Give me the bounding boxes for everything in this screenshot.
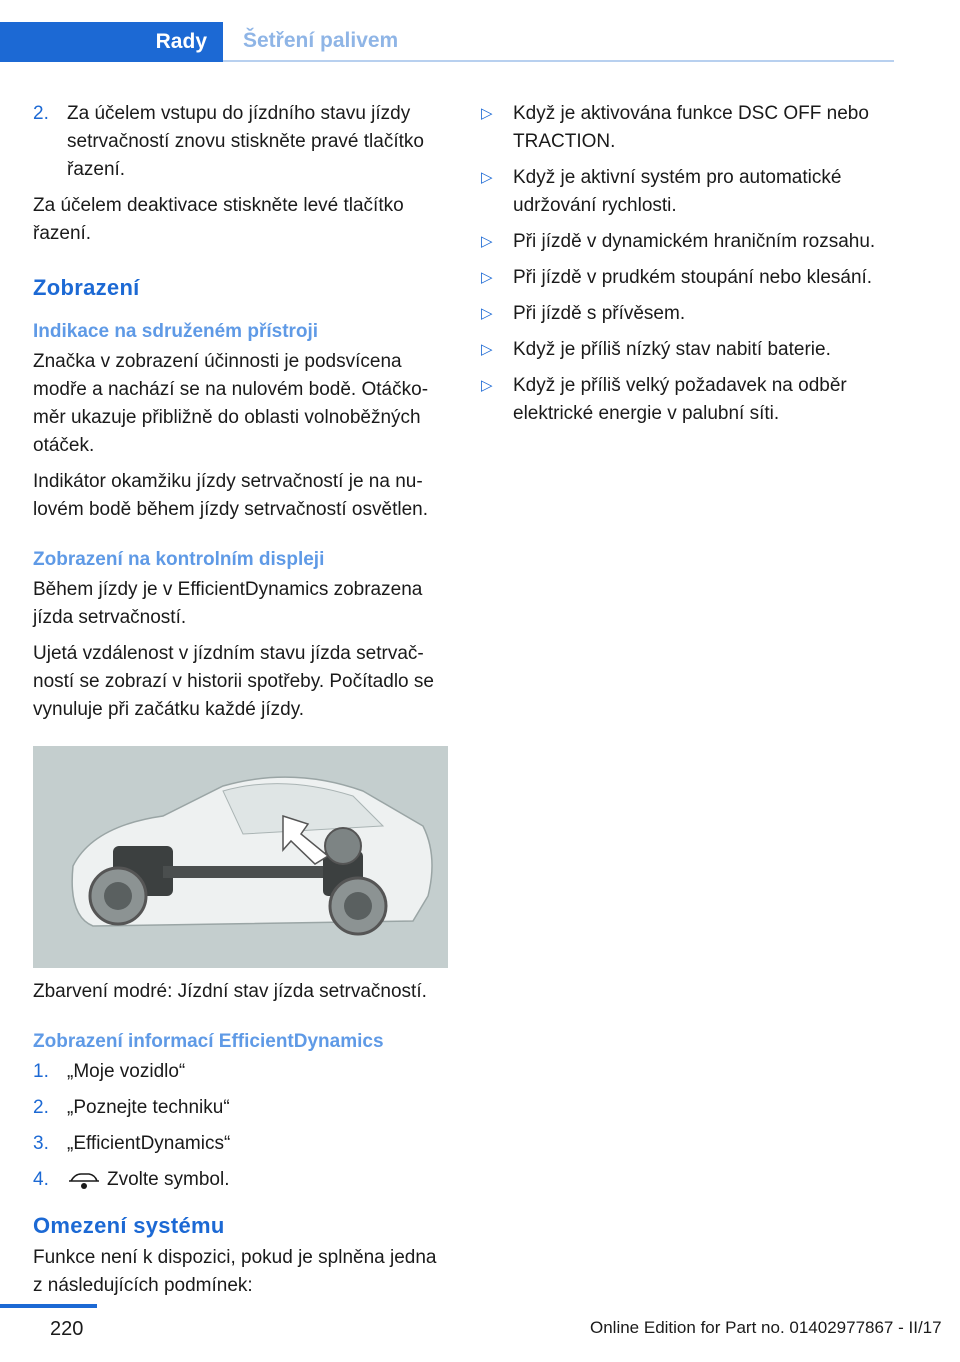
list-item	[481, 336, 901, 364]
figure-caption: Zbarvení modré: Jízdní stav jízda setrvačností.	[33, 981, 427, 1002]
step-number: 3.	[33, 1133, 49, 1154]
bullet-text: Když je příliš nízký stav nabití baterie.	[513, 339, 831, 360]
step-2	[33, 100, 448, 184]
car-drivetrain-image	[33, 746, 448, 968]
step-number: 2.	[33, 103, 49, 124]
paragraph-omezeni: Funkce není k dispozici, pokud je splněna jedna z následujících podmínek:	[33, 1247, 437, 1296]
tab-setreni-palivem[interactable]: Šetření palivem	[223, 22, 894, 62]
tab-rady[interactable]: Rady	[0, 22, 223, 62]
list-item	[481, 164, 901, 220]
bullet-text: Když je příliš velký požadavek na odběr elektrické energie v palubní síti.	[513, 375, 847, 424]
step-text: Za účelem vstupu do jízdního stavu jízdy setrvačností znovu stiskněte pravé tlačítko řazení.	[67, 103, 424, 180]
list-item	[33, 1094, 448, 1122]
step-text: Zvolte symbol.	[107, 1169, 230, 1190]
bullet-text: Když je aktivní systém pro automatické udržování rychlosti.	[513, 167, 842, 216]
header	[0, 0, 960, 64]
list-item	[481, 228, 901, 256]
triangle-right-icon: ▷	[481, 169, 493, 186]
car-coasting-icon	[67, 1169, 101, 1191]
list-item	[481, 100, 901, 156]
triangle-right-icon: ▷	[481, 305, 493, 322]
paragraph-kontrolni-1: Během jízdy je v EfficientDynamics zobrazena jízda setrvačností.	[33, 579, 423, 628]
list-item	[481, 300, 901, 328]
bullet-text: Když je aktivována funkce DSC OFF nebo TRACTION.	[513, 103, 869, 152]
heading-omezeni: Omezení systému	[33, 1213, 225, 1238]
step-number: 2.	[33, 1097, 49, 1118]
paragraph-indikace-2: Indikátor okamžiku jízdy setrvačností je na nulovém bodě během jízdy setrvačností osvětlen.	[33, 471, 428, 520]
triangle-right-icon: ▷	[481, 269, 493, 286]
left-column	[33, 100, 448, 1308]
paragraph-indikace-1: Značka v zobrazení účinnosti je podsvícena modře a nachází se na nulovém bodě. Otáčkoměr ukazuje přibližně do oblasti volnoběžných otáček.	[33, 351, 429, 456]
heading-informaci: Zobrazení informací EfficientDynamics	[33, 1031, 384, 1052]
heading-indikace: Indikace na sdruženém přístroji	[33, 321, 319, 342]
bullet-text: Při jízdě v prudkém stoupání nebo klesání.	[513, 267, 873, 288]
right-column	[481, 100, 901, 436]
triangle-right-icon: ▷	[481, 377, 493, 394]
list-item	[481, 264, 901, 292]
paragraph-kontrolni-2: Ujetá vzdálenost v jízdním stavu jízda setrvačností se zobrazí v historii spotřeby. Počítadlo se vynuluje při začátku každé jízdy.	[33, 643, 434, 720]
bullet-text: Při jízdě s přívěsem.	[513, 303, 686, 324]
edition-text: Online Edition for Part no. 01402977867 - II/17	[590, 1318, 942, 1337]
footer-divider	[0, 1304, 97, 1308]
heading-zobrazeni: Zobrazení	[33, 275, 140, 300]
triangle-right-icon: ▷	[481, 341, 493, 358]
list-item	[33, 1058, 448, 1086]
bullet-text: Při jízdě v dynamickém hraničním rozsahu.	[513, 231, 876, 252]
car-illustration	[33, 746, 448, 968]
triangle-right-icon: ▷	[481, 105, 493, 122]
heading-kontrolni: Zobrazení na kontrolním displeji	[33, 549, 325, 570]
step-text: „Poznejte techniku“	[67, 1097, 230, 1118]
step-text: „EfficientDynamics“	[67, 1133, 231, 1154]
step-number: 1.	[33, 1061, 49, 1082]
step-text: „Moje vozidlo“	[67, 1061, 186, 1082]
step-number: 4.	[33, 1169, 49, 1190]
deactivate-paragraph: Za účelem deaktivace stiskněte levé tlačítko řazení.	[33, 195, 404, 244]
list-item	[481, 372, 901, 428]
triangle-right-icon: ▷	[481, 233, 493, 250]
list-item	[33, 1166, 448, 1194]
page-number: 220	[50, 1318, 84, 1340]
list-item	[33, 1130, 448, 1158]
